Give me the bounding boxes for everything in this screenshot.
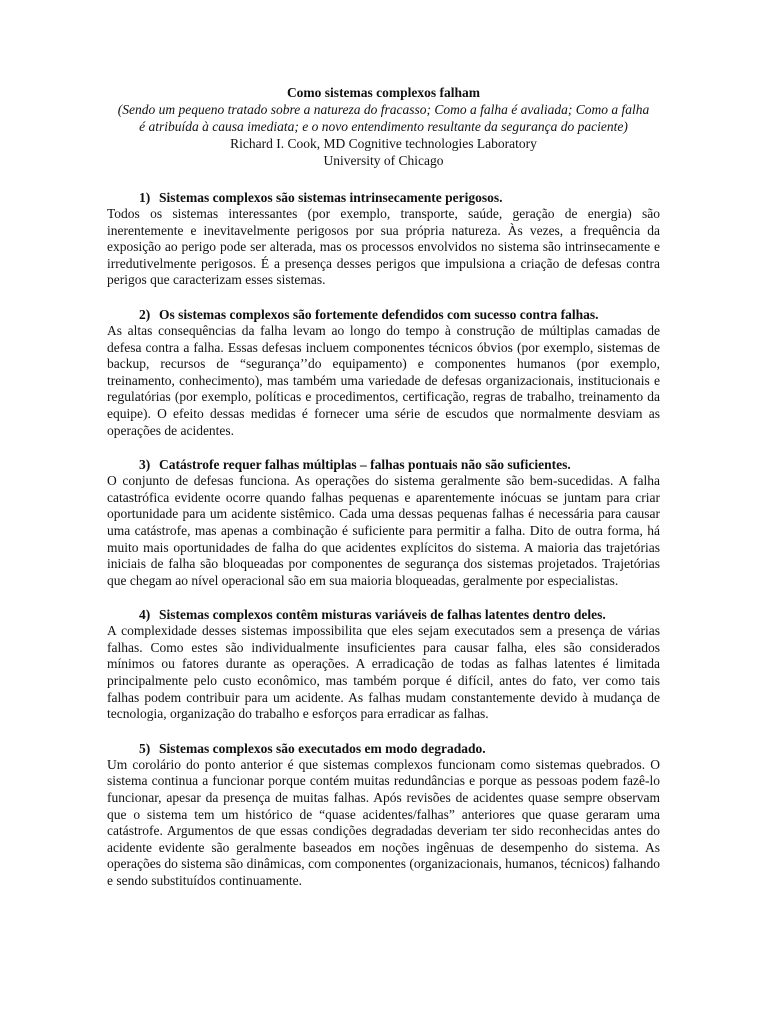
section-heading-text: Sistemas complexos são sistemas intrinsecamente perigosos. (159, 190, 503, 205)
section-body: As altas consequências da falha levam ao longo do tempo à construção de múltiplas camadas de defesa contra a falha. Essas defesas incluem componentes técnicos óbvios (por exemplo, sistemas de backup, recursos de “segurança’’do equipamento) e componentes humanos (por exemplo, treinamento, conhecimento), mas também uma variedade de defesas organizacionais, institucionais e regulatórias (por exemplo, políticas e procedimentos, certificação, regras de trabalho, treinamento da equipe). O efeito dessas medidas é fornecer uma série de escudos que normalmente desviam as operações de acidentes. (107, 322, 660, 438)
author-line: Richard I. Cook, MD Cognitive technologies Laboratory (230, 136, 537, 151)
section-body: A complexidade desses sistemas impossibilita que eles sejam executados sem a presença de várias falhas. Como estes são individualmente insuficientes para causar falha, eles são considerados mínimos ou fatores durante as operações. A erradicação de todas as falhas latentes é limitada principalmente pelo custo econômico, mas também porque é difícil, antes do fato, ver como tais falhas podem contribuir para um acidente. As falhas mudam constantemente devido à mudança de tecnologia, organização do trabalho e esforços para erradicar as falhas. (107, 623, 660, 722)
subtitle-line-2: é atribuída à causa imediata; e o novo entendimento resultante da segurança do paciente) (139, 119, 628, 134)
document-title: Como sistemas complexos falham (286, 85, 481, 100)
document-header (107, 84, 660, 169)
section-heading (107, 456, 660, 473)
section-4 (107, 606, 660, 723)
section-body: Um corolário do ponto anterior é que sistemas complexos funcionam como sistemas quebrados. O sistema continua a funcionar porque contém muitas redundâncias e porque as pessoas podem fazê-lo funcionar, apesar da presença de muitas falhas. Após revisões de acidentes quase sempre observam que o sistema tem um histórico de “quase acidentes/falhas” anteriores que quase geraram uma catástrofe. Argumentos de que essas condições degradadas deveriam ter sido reconhecidas antes do acidente evidente são geralmente baseados em noções ingênuas de desempenho do sistema. As operações do sistema são dinâmicas, com componentes (organizacionais, humanos, técnicos) falhando e sendo substituídos continuamente. (107, 756, 660, 888)
section-number: 3) (139, 457, 151, 473)
document-page (107, 84, 660, 890)
section-3 (107, 456, 660, 589)
section-heading-text: Os sistemas complexos são fortemente defendidos com sucesso contra falhas. (159, 306, 599, 322)
section-heading-text: Sistemas complexos são executados em modo degradado. (159, 740, 486, 756)
section-number: 1) (139, 190, 151, 205)
section-body: O conjunto de defesas funciona. As operações do sistema geralmente são bem-sucedidas. A falha catastrófica evidente ocorre quando falhas pequenas e aparentemente inócuas se juntam para criar oportunidade para um acidente sistêmico. Cada uma dessas pequenas falhas é necessária para causar uma catástrofe, mas apenas a combinação é suficiente para permitir a falha. Dito de outra forma, há muito mais oportunidades de falha do que acidentes explícitos do sistema. A maioria das trajetórias iniciais de falha são bloqueadas por componentes de segurança dos sistemas projetados. Trajetórias que chegam ao nível operacional são em sua maioria bloqueadas, geralmente por especialistas. (107, 473, 660, 588)
section-number: 5) (139, 740, 151, 756)
section-number: 4) (139, 607, 151, 623)
section-heading (107, 740, 660, 757)
section-body: Todos os sistemas interessantes (por exemplo, transporte, saúde, geração de energia) são inerentemente e inevitavelmente perigosos por sua própria natureza. Às vezes, a frequência da exposição ao perigo pode ser alterada, mas os processos envolvidos no sistema são intrinsecamente e irredutivelmente perigosos. É a presença desses perigos que impulsiona a criação de defesas contra perigos que caracterizam esses sistemas. (107, 206, 660, 288)
section-number: 2) (139, 306, 151, 322)
section-heading (107, 606, 660, 623)
section-heading (107, 189, 660, 206)
section-5 (107, 740, 660, 890)
affiliation-line: University of Chicago (323, 153, 444, 168)
section-heading-text: Sistemas complexos contêm misturas variáveis de falhas latentes dentro deles. (159, 607, 606, 623)
section-heading-text: Catástrofe requer falhas múltiplas – falhas pontuais não são suficientes. (159, 457, 571, 473)
section-1 (107, 189, 660, 289)
section-heading (107, 306, 660, 323)
section-2 (107, 306, 660, 439)
subtitle-line-1: (Sendo um pequeno tratado sobre a natureza do fracasso; Como a falha é avaliada; Como a falha (117, 102, 650, 117)
